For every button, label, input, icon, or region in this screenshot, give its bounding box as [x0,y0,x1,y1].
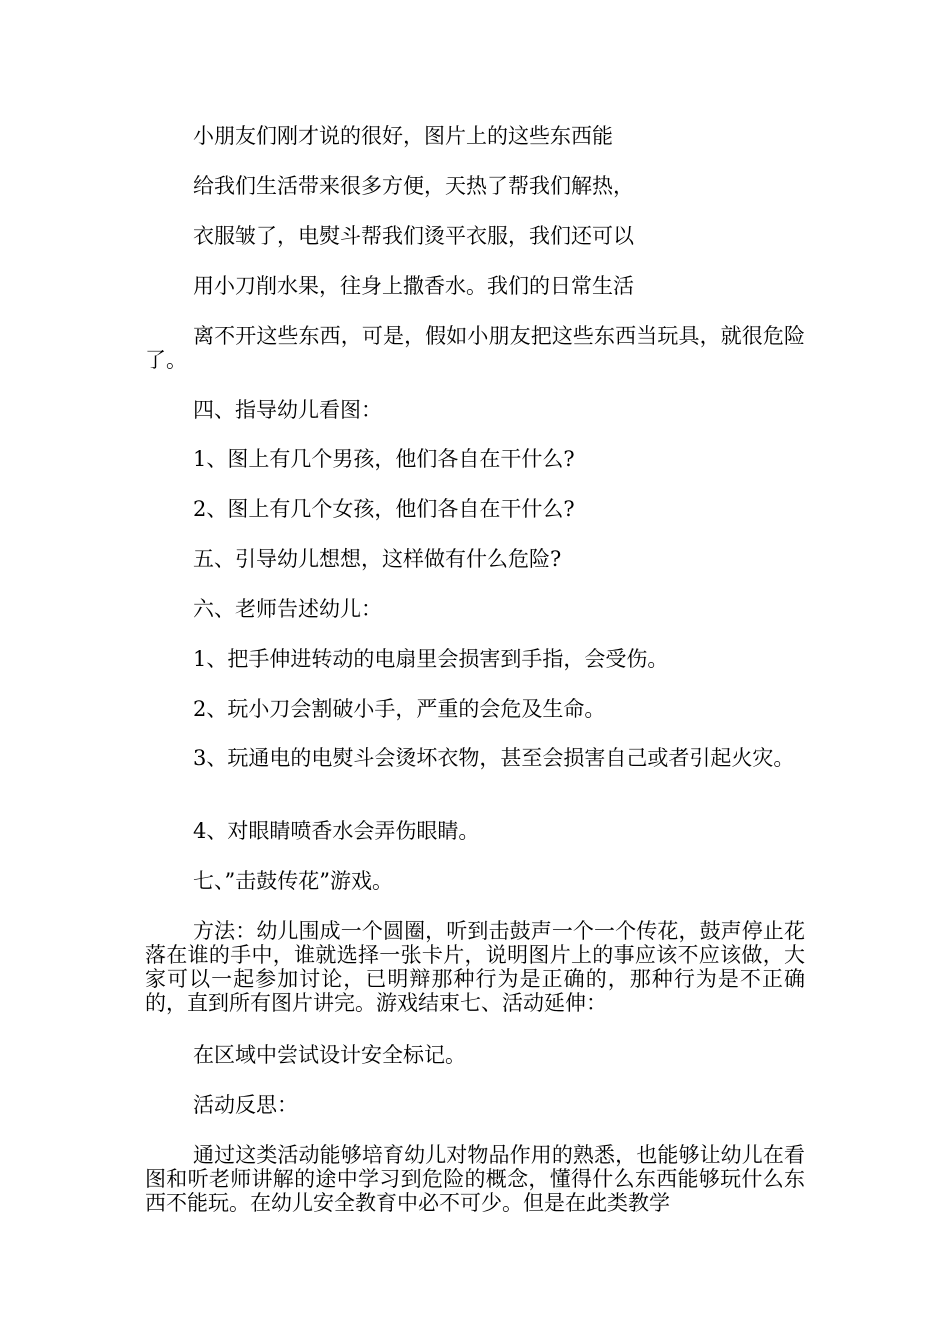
paragraph-method: 方法：幼儿围成一个圆圈，听到击鼓声一个一个传花，鼓声停止花落在谁的手中，谁就选择一张卡片，说明图片上的事应该不应该做，大家可以一起参加讨论，已明辩那种行为是正确的，那种行为是不正确的，直到所有图片讲完。游戏结束七、活动延伸： [145,919,805,1015]
paragraph-extension: 在区域中尝试设计安全标记。 [193,1043,466,1067]
section-heading-5: 五、引导幼儿想想，这样做有什么危险? [193,547,562,571]
paragraph-reflection: 通过这类活动能够培育幼儿对物品作用的熟悉，也能够让幼儿在看图和听老师讲解的途中学习到危险的概念，懂得什么东西能够玩什么东西不能玩。在幼儿安全教育中必不可少。但是在此类教学 [145,1143,805,1215]
list-item-6-1: 1、把手伸进转动的电扇里会损害到手指，会受伤。 [193,647,669,671]
list-item-6-2: 2、玩小刀会割破小手，严重的会危及生命。 [193,697,606,721]
paragraph-intro-5: 离不开这些东西，可是，假如小朋友把这些东西当玩具，就很危险了。 [145,324,805,372]
paragraph-intro-2: 给我们生活带来很多方便，天热了帮我们解热， [193,174,634,198]
list-item-6-3: 3、玩通电的电熨斗会烫坏衣物，甚至会损害自己或者引起火灾。 [193,746,795,770]
section-heading-4: 四、指导幼儿看图： [193,398,382,422]
paragraph-intro-4: 用小刀削水果，往身上撒香水。我们的日常生活 [193,274,634,298]
paragraph-intro-1: 小朋友们刚才说的很好，图片上的这些东西能 [193,124,613,148]
paragraph-intro-3: 衣服皱了，电熨斗帮我们烫平衣服，我们还可以 [193,224,634,248]
section-heading-reflection: 活动反思： [193,1093,298,1117]
section-heading-7: 七、”击鼓传花”游戏。 [193,869,393,893]
section-heading-6: 六、老师告述幼儿： [193,597,382,621]
list-item-4-1: 1、图上有几个男孩，他们各自在干什么? [193,447,575,471]
list-item-4-2: 2、图上有几个女孩，他们各自在干什么? [193,497,575,521]
list-item-6-4: 4、对眼睛喷香水会弄伤眼睛。 [193,819,480,843]
